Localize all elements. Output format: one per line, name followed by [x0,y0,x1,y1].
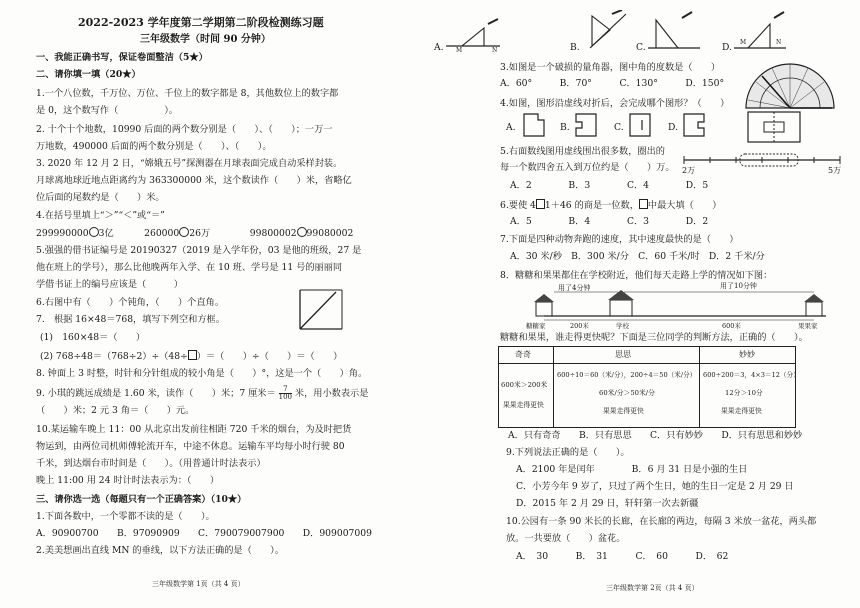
s1-text: 1.下面各数中，一个零都不读的是（ ）。 [36,511,215,522]
r10-line2: 放。一共要放（ ）盆花。 [506,533,626,544]
q4-line1: 4.在括号里填上“＞”“＜”或“＝” [36,210,165,221]
q8-text: 8. 钟面上 3 时整，时针和分针组成的较小角是（ ）°，这是一个（ ）角。 [36,368,368,379]
section-one-heading: 一、我能正确书写，保证卷面整洁（5★） [36,52,208,63]
q9-line1 [36,386,368,401]
perpendicular-figure-a [444,18,504,52]
perpendicular-figure-c [646,10,702,52]
r6-tail: 中最大填（ ） [647,200,722,211]
q4-num-a: 299990000 [36,228,89,239]
q7-part2-head: (2) 768÷48＝（768÷2）÷（48÷ [40,351,188,362]
q1-line2: 是 0，这个数写作（ ）。 [36,105,178,116]
svg-text:M: M [740,39,747,46]
exam-title: 2022-2023 学年度第二学期第二阶段检测练习题 [78,16,324,29]
q5-line3: 学借书证上的编号应该是（ ） [36,279,183,290]
judgement-table [498,346,800,428]
route-label-600m: 600米 [722,322,741,330]
r7-text: 7.下面是四种动物奔跑的速度，其中速度最快的是（ ） [500,234,739,245]
table-qiqi-line1: 600米＞200米 [501,381,548,389]
fold-shape-c [628,112,652,138]
r1-opt-b: B. [570,42,580,53]
r4-opt-d: D. [668,122,678,133]
r8-question: 糖糖和果果，谁走得更快呢？下面是三位同学的判断方法，正确的（ ）。 [500,332,808,343]
table-miaomiao-line3: 果果走得更快 [721,407,762,415]
q5-line2: 他在班上的学号），那么比他晚两年入学、在 10 班、学号是 11 号的丽丽同 [36,262,343,273]
r6-text [500,199,721,212]
r9-options-ab: A．2100 年是闰年 B．6 月 31 日是小强的生日 [516,464,748,475]
q9-tail: 米，用小数表示是 [294,388,369,399]
compare-circle[interactable] [179,227,189,237]
q3-line2: 月球离地球近地点距离约为 363300000 米，这个数读作（ ）米，省略亿 [36,175,352,186]
r5-options: A．2 B．3 C．4 D．5 [510,180,709,191]
page-footer: 三年级数学第 1页（共 4 页） [152,580,245,588]
fold-shape-d [682,112,706,138]
perpendicular-figure-b [580,10,630,52]
section-two-heading: 二、请你填一填（20★） [36,69,141,80]
number-line [680,152,844,174]
r3-options: A．60° B．70° C．130° D．150° [500,78,725,89]
answer-box[interactable] [639,199,648,209]
q4-num-e: 99800002 [249,228,297,239]
q6-text: 6.右图中有（ ）个钝角，（ ）个直角。 [36,297,224,308]
q10-line4: 晚上 11:00 用 24 时计时法表示为：（ ） [36,475,220,486]
q7-part2-tail: ）＝（ ）÷（ ）＝（ ） [196,351,343,362]
r10-options: A． 30 B． 31 C． 60 D． 62 [516,551,729,562]
fold-shape-b [574,112,598,138]
q10-line2: 物运到，由两位司机师傅轮流开车，中途不休息。运输车平均每小时行驶 80 [36,441,345,452]
table-sisi-line3: 果果走得更快 [603,407,644,415]
r9-option-d: D．2015 年 2 月 29 日，轩轩第一次去新疆 [516,498,699,509]
fold-shape-a [522,112,546,138]
r9-text: 9.下列说法正确的是（ ）。 [506,447,630,458]
route-label-tangtang-home: 糖糖家 [526,322,546,330]
q2-line1: 2. 十个十个地数，10990 后面的两个数分别是（ ）、（ ）；一万一 [36,124,333,135]
number-line-tick-2wan: 2万 [682,166,696,175]
q7-text: 7. 根据 16×48＝768，填写下列空和方框。 [36,314,225,325]
r4-opt-c: C. [614,122,624,133]
table-head-qiqi: 奇奇 [515,350,531,359]
broken-protractor [742,54,838,112]
r8-text: 8．糖糖和果果都住在学校附近，他们每天走路上学的情况如下图： [500,270,773,281]
q5-line1: 5.强强的借书证编号是 20190327（2019 是入学年份，03 是他的班级，27 是 [36,245,362,256]
s1-options: A．90900700 B．97090909 C．790079007900 D．909007009 [36,528,372,539]
r6-options: A．5 B．4 C．3 D．2 [510,216,709,227]
r8-options: A．只有奇奇 B．只有思思 C．只有妙妙 D．只有思思和妙妙 [508,430,803,441]
route-label-200m: 200米 [570,322,589,330]
q9-head: 9. 小琪的跳远成绩是 1.60 米，读作（ ）米；7 厘米＝ [36,388,276,399]
q4-num-c: 260000 [144,228,180,239]
page-two [430,0,860,608]
r3-text: 3.如图是一个破损的量角器，图中角的度数是（ ） [500,62,721,73]
answer-box[interactable] [536,199,545,209]
q4-line2 [36,227,353,240]
fraction-7-100: $\frac{7}{100}$ [278,385,292,401]
exam-subtitle: 三年级数学（时间 90 分钟） [140,34,271,45]
route-label-guoguo-home: 果果家 [798,322,818,330]
table-miaomiao-line1: 600÷200＝3，4×3＝12（分） [703,371,800,379]
r1-opt-c: C. [636,42,646,53]
r7-options: A．30 米/秒 B．300 米/分 C．60 千米/时 D．2 千米/分 [510,251,765,262]
table-qiqi-line2: 果果走得更快 [503,401,544,409]
perpendicular-figure-d [732,10,788,52]
answer-box[interactable] [188,350,197,360]
r6-head: 6.要使 4 [500,200,536,211]
q7-part1: (1) 160×48＝（ ） [40,332,146,343]
angle-figure [298,288,344,332]
q3-line3: 位后面的尾数约是（ ）米。 [36,192,165,203]
r5-line1: 5.右面数线图用虚线围出很多数，圈出的 [500,146,665,157]
route-label-4min: 用了4分钟 [558,284,591,292]
q4-num-f: 99080002 [306,228,354,239]
folded-paper-figure [746,110,802,144]
q4-num-b: 3亿 [98,228,114,239]
r5-line2: 每一个数四舍五入到万位约是（ ）万。 [500,162,675,173]
q4-num-d: 26万 [189,228,211,239]
r4-opt-b: B. [560,122,570,133]
r1-opt-a: A. [434,42,444,53]
r1-opt-d: D. [722,42,732,53]
r6-mid: 1＋46 的商是一位数， [544,200,639,211]
table-miaomiao-line2: 12分＞10分 [725,389,763,397]
compare-circle[interactable] [297,227,307,237]
svg-text:M: M [456,47,463,52]
r10-line1: 10.公园有一条 90 米长的长廊，在长廊的两边，每隔 3 米放一盆花，两头都 [506,516,817,527]
q1-line1: 1.一个八位数，千万位、万位、千位上的数字都是 8，其他数位上的数字都 [36,88,339,99]
q7-part2 [40,350,342,363]
svg-text:N: N [492,47,498,52]
route-label-10min: 用了10分钟 [720,282,757,290]
section-three-heading: 三、请你选一选（每题只有一个正确答案）（10★） [36,494,247,505]
number-line-tick-5wan: 5万 [828,166,842,175]
q10-line1: 10.某运输车晚上 11：00 从北京出发前往相距 720 千米的烟台，为及时把货 [36,424,352,435]
r4-opt-a: A. [506,122,516,133]
svg-text:N: N [776,39,782,46]
q2-line2: 万地数，490000 后面的两个数分别是（ ）、（ ）。 [36,141,272,152]
table-sisi-line2: 60米/分＞50米/分 [599,389,655,397]
s2-text: 2.美美想画出直线 MN 的垂线，以下方法正确的是（ ）。 [36,545,284,556]
q9-line2: （ ）米；2 元 3 角＝（ ）元。 [36,405,195,416]
page-footer: 三年级数学第 2页（共 4 页） [606,584,699,592]
compare-circle[interactable] [89,227,99,237]
table-head-miaomiao: 妙妙 [739,350,755,359]
q3-line1: 3. 2020 年 12 月 2 日，“嫦娥五号”探测器在月球表面完成自动采样封装。 [36,158,343,169]
route-label-school: 学校 [616,322,629,330]
r9-option-c: C．小芳今年 9 岁了，只过了两个生日，她的生日一定是 2 月 29 日 [516,481,794,492]
q10-line3: 千米，到达烟台市时间是（ ）。（用普通计时法表示） [36,458,266,469]
table-head-sisi: 思思 [615,350,631,359]
r4-text: 4.如图，图形沿虚线对折后，会完成哪个图形？（ ） [500,98,730,109]
table-sisi-line1: 600÷10＝60（米/分），200÷4＝50（米/分） [557,371,697,379]
